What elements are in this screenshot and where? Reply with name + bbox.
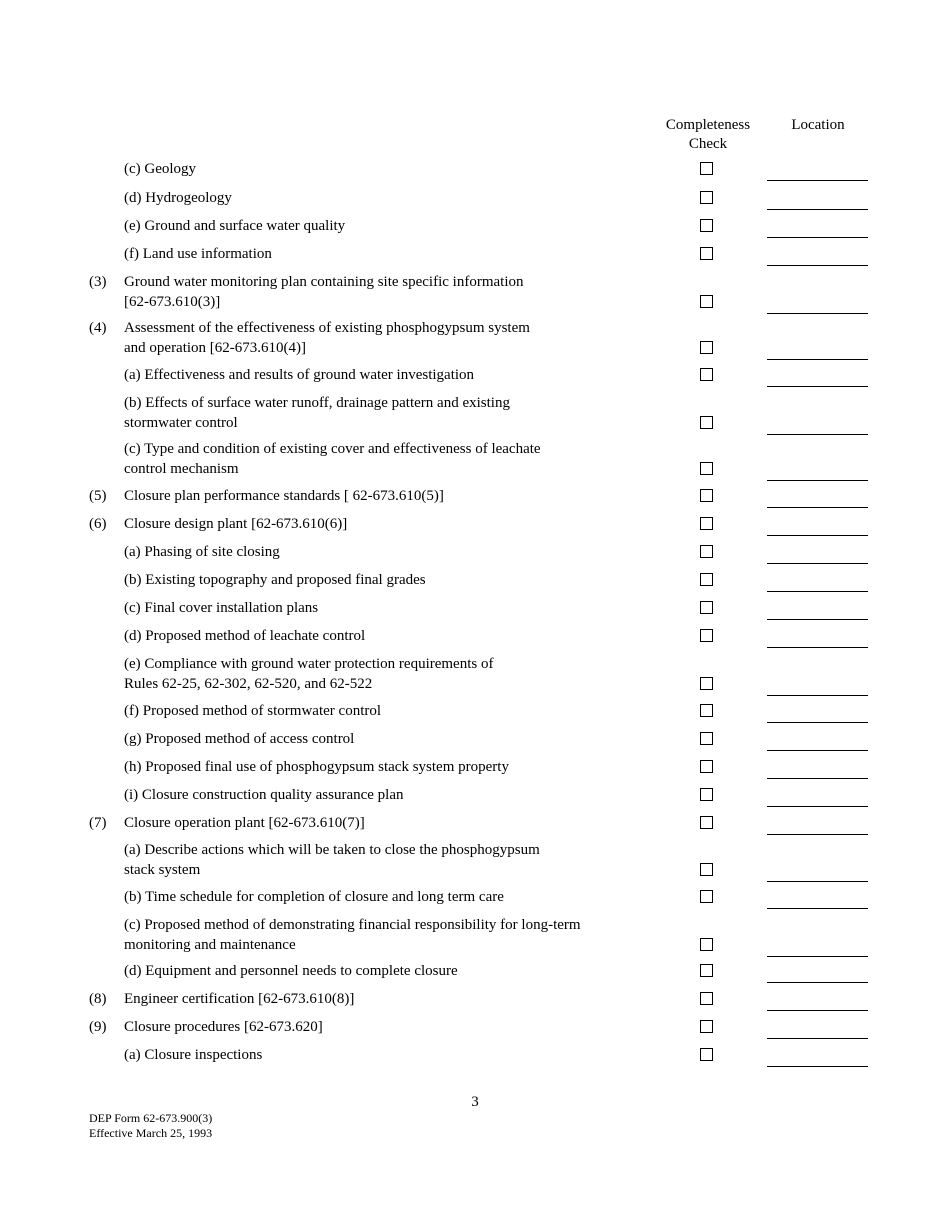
item-label: Assessment of the effectiveness of existing phosphogypsum system and operation [62-673.610(4)] [124,320,530,356]
item-label: (b) Effects of surface water runoff, drainage pattern and existing stormwater control [124,395,510,431]
item-number: (9) [89,1019,107,1035]
item-label: (d) Equipment and personnel needs to complete closure [124,963,458,979]
location-field[interactable] [767,1066,868,1067]
location-field[interactable] [767,386,868,387]
completeness-checkbox[interactable] [700,191,713,204]
item-label: Ground water monitoring plan containing site specific information [62-673.610(3)] [124,274,524,310]
location-field[interactable] [767,722,868,723]
completeness-checkbox[interactable] [700,890,713,903]
location-field[interactable] [767,591,868,592]
location-field[interactable] [767,507,868,508]
completeness-checkbox[interactable] [700,704,713,717]
item-label: Closure plan performance standards [ 62-673.610(5)] [124,488,444,504]
location-field[interactable] [767,908,868,909]
item-label: (b) Existing topography and proposed final grades [124,572,426,588]
item-label: (c) Geology [124,161,197,177]
completeness-checkbox[interactable] [700,964,713,977]
location-field[interactable] [767,778,868,779]
completeness-checkbox[interactable] [700,816,713,829]
completeness-checkbox[interactable] [700,938,713,951]
item-label: (d) Hydrogeology [124,190,232,206]
item-number: (8) [89,991,107,1007]
item-label: (a) Effectiveness and results of ground water investigation [124,367,475,383]
location-field[interactable] [767,956,868,957]
item-label: (b) Time schedule for completion of closure and long term care [124,889,504,905]
completeness-checkbox[interactable] [700,677,713,690]
location-field[interactable] [767,237,868,238]
completeness-checkbox[interactable] [700,1048,713,1061]
item-label: Engineer certification [62-673.610(8)] [124,991,355,1007]
completeness-checkbox[interactable] [700,573,713,586]
location-field[interactable] [767,535,868,536]
item-label: (a) Describe actions which will be taken to close the phosphogypsum stack system [124,842,540,878]
completeness-checkbox[interactable] [700,788,713,801]
item-label: Closure procedures [62-673.620] [124,1019,323,1035]
item-number: (4) [89,320,107,336]
item-number: (6) [89,516,107,532]
location-field[interactable] [767,619,868,620]
completeness-checkbox[interactable] [700,295,713,308]
item-label: (c) Type and condition of existing cover and effectiveness of leachate control mechanism [124,441,541,477]
completeness-checkbox[interactable] [700,992,713,1005]
completeness-checkbox[interactable] [700,162,713,175]
form-number: DEP Form 62-673.900(3) [89,1111,213,1125]
completeness-checkbox[interactable] [700,219,713,232]
item-label: (h) Proposed final use of phosphogypsum stack system property [124,759,509,775]
item-label: (g) Proposed method of access control [124,731,355,747]
location-field[interactable] [767,1010,868,1011]
completeness-check-header: Completeness Check [665,117,751,152]
item-label: (d) Proposed method of leachate control [124,628,366,644]
item-label: (c) Proposed method of demonstrating financial responsibility for long-term monitoring and maintenance [124,917,581,953]
location-field[interactable] [767,695,868,696]
item-label: Closure operation plant [62-673.610(7)] [124,815,365,831]
location-field[interactable] [767,359,868,360]
item-label: (e) Compliance with ground water protection requirements of Rules 62-25, 62-302, 62-520, and 62-522 [124,656,494,692]
completeness-checkbox[interactable] [700,462,713,475]
completeness-checkbox[interactable] [700,247,713,260]
item-label: Closure design plant [62-673.610(6)] [124,516,348,532]
item-label: (e) Ground and surface water quality [124,218,346,234]
item-label: (f) Proposed method of stormwater control [124,703,382,719]
completeness-checkbox[interactable] [700,416,713,429]
completeness-checkbox[interactable] [700,545,713,558]
item-label: (f) Land use information [124,246,272,262]
location-field[interactable] [767,434,868,435]
item-label: (i) Closure construction quality assurance plan [124,787,404,803]
location-field[interactable] [767,750,868,751]
location-field[interactable] [767,1038,868,1039]
completeness-checkbox[interactable] [700,732,713,745]
completeness-checkbox[interactable] [700,1020,713,1033]
location-field[interactable] [767,834,868,835]
item-number: (7) [89,815,107,831]
completeness-checkbox[interactable] [700,863,713,876]
item-number: (3) [89,274,107,290]
completeness-checkbox[interactable] [700,517,713,530]
item-label: (a) Closure inspections [124,1047,263,1063]
location-field[interactable] [767,806,868,807]
location-field[interactable] [767,265,868,266]
item-label: (c) Final cover installation plans [124,600,319,616]
location-header: Location [791,117,845,133]
location-field[interactable] [767,647,868,648]
completeness-checkbox[interactable] [700,601,713,614]
location-field[interactable] [767,982,868,983]
location-field[interactable] [767,563,868,564]
completeness-checkbox[interactable] [700,341,713,354]
location-field[interactable] [767,881,868,882]
footer [89,1111,212,1141]
effective-date: Effective March 25, 1993 [89,1126,213,1140]
location-field[interactable] [767,313,868,314]
location-field[interactable] [767,180,868,181]
location-field[interactable] [767,209,868,210]
item-number: (5) [89,488,107,504]
location-field[interactable] [767,480,868,481]
completeness-checkbox[interactable] [700,368,713,381]
page-number: 3 [471,1094,479,1110]
completeness-checkbox[interactable] [700,629,713,642]
item-label: (a) Phasing of site closing [124,544,280,560]
completeness-checkbox[interactable] [700,760,713,773]
completeness-checkbox[interactable] [700,489,713,502]
